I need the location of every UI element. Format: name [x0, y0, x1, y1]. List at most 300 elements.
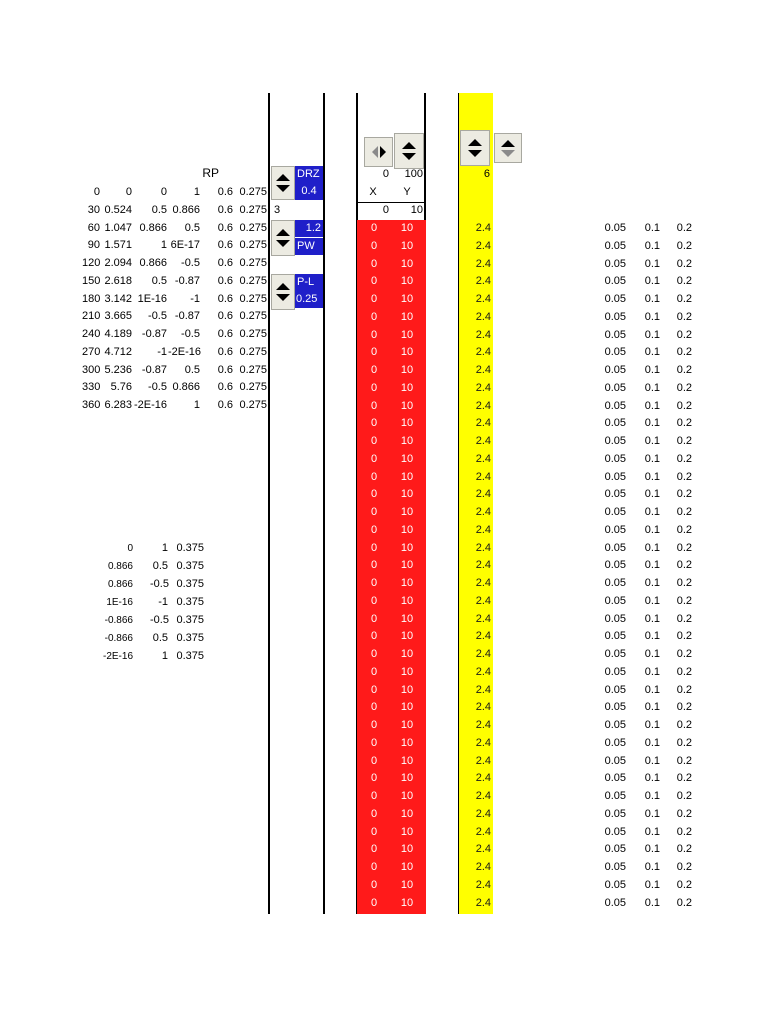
yellow-cell: 2.4	[475, 275, 491, 288]
right-cell-b: 0.1	[644, 878, 660, 891]
table-cell: -0.5	[150, 578, 169, 590]
table-cell: 0	[125, 186, 132, 198]
yellow-cell: 2.4	[475, 346, 491, 359]
disabled-spinner[interactable]	[494, 133, 522, 163]
right-cell-a: 0.05	[604, 772, 626, 785]
right-cell-c: 0.2	[676, 488, 692, 501]
right-cell-b: 0.1	[644, 843, 660, 856]
right-cell-c: 0.2	[676, 878, 692, 891]
table-cell: 0.375	[176, 632, 204, 644]
pw-spinner[interactable]	[271, 220, 295, 256]
arrow-down-icon[interactable]	[468, 150, 482, 157]
red-cell-x: 0	[370, 310, 378, 323]
red-cell-x: 0	[370, 861, 378, 873]
table-cell: 90	[87, 239, 100, 252]
red-cell-x: 0	[370, 736, 378, 749]
arrow-right-icon[interactable]	[380, 146, 386, 158]
yellow-cell: 2.4	[475, 594, 491, 607]
red-cell-y: 10	[400, 630, 414, 643]
right-cell-c: 0.2	[676, 719, 692, 731]
pl-spinner[interactable]	[271, 274, 295, 310]
yellow-cell: 2.4	[475, 719, 491, 731]
drz-spinner[interactable]	[271, 166, 295, 200]
right-cell-b: 0.1	[644, 772, 660, 785]
right-cell-a: 0.05	[604, 701, 626, 714]
red-cell-y: 10	[400, 896, 414, 909]
red-cell-y: 10	[400, 506, 414, 518]
rp-header: RP	[202, 166, 219, 180]
right-cell-a: 0.05	[604, 328, 626, 341]
table-cell: 330	[82, 381, 101, 394]
table-cell: 3.665	[104, 310, 132, 323]
table-cell: 0.6	[217, 221, 233, 234]
table-cell: 0.375	[176, 560, 204, 572]
yellow-cell: 2.4	[475, 470, 491, 483]
right-cell-c: 0.2	[676, 346, 692, 359]
table-cell: 0.275	[239, 310, 267, 323]
table-cell: 0.866	[172, 381, 200, 394]
pw-label: PW	[295, 238, 323, 255]
table-cell: 0.6	[217, 381, 233, 394]
table-cell: 4.712	[104, 345, 132, 358]
red-cell-y: 10	[400, 701, 414, 714]
right-cell-b: 0.1	[644, 364, 660, 376]
table-cell: -0.87	[141, 328, 167, 340]
table-cell: 6.283	[104, 399, 132, 411]
right-cell-b: 0.1	[644, 861, 660, 873]
red-cell-x: 0	[370, 417, 378, 430]
red-cell-x: 0	[370, 630, 378, 643]
pl-value: 0.25	[295, 291, 323, 308]
yellow-cell: 2.4	[475, 452, 491, 465]
table-cell: 1.571	[104, 239, 132, 252]
arrow-up-icon[interactable]	[276, 229, 290, 236]
right-cell-b: 0.1	[644, 719, 660, 731]
yellow-cell: 2.4	[475, 772, 491, 785]
table-cell: -0.5	[181, 328, 200, 340]
right-cell-b: 0.1	[644, 506, 660, 518]
table-cell: 0.6	[217, 310, 233, 323]
table-cell: 0.275	[239, 186, 267, 198]
table-cell: 0.275	[239, 381, 267, 394]
red-cell-y: 10	[400, 612, 414, 625]
red-cell-y: 10	[400, 417, 414, 430]
right-cell-b: 0.1	[644, 736, 660, 749]
yellow-cell: 2.4	[475, 257, 491, 270]
red-cell-x: 0	[370, 825, 378, 838]
red-cell-y: 10	[400, 381, 414, 394]
red-cell-y: 10	[400, 452, 414, 465]
table-cell: 0.866	[139, 221, 167, 234]
yellow-spinner[interactable]	[460, 130, 490, 166]
right-cell-c: 0.2	[676, 559, 692, 572]
right-cell-b: 0.1	[644, 257, 660, 270]
table-cell: 0.5	[151, 274, 167, 287]
right-cell-a: 0.05	[604, 807, 626, 820]
table-cell: 0	[160, 186, 167, 198]
yellow-cell: 2.4	[475, 861, 491, 873]
yellow-cell: 2.4	[475, 239, 491, 252]
right-cell-b: 0.1	[644, 452, 660, 465]
table-cell: 0.5	[152, 632, 168, 644]
right-cell-c: 0.2	[676, 364, 692, 376]
right-cell-b: 0.1	[644, 435, 660, 447]
arrow-down-icon[interactable]	[276, 185, 290, 192]
right-cell-b: 0.1	[644, 648, 660, 660]
table-cell: 300	[82, 363, 101, 376]
table-cell: 0.6	[217, 292, 233, 305]
right-cell-b: 0.1	[644, 559, 660, 572]
red-cell-x: 0	[370, 435, 378, 447]
red-cell-y: 10	[400, 222, 414, 234]
right-cell-c: 0.2	[676, 506, 692, 518]
arrow-up-icon[interactable]	[276, 174, 290, 181]
red-cell-x: 0	[370, 328, 378, 341]
table-cell: 0.275	[239, 203, 267, 216]
red-cell-y: 10	[400, 435, 414, 447]
table-cell: 120	[82, 257, 101, 269]
yellow-cell: 2.4	[475, 754, 491, 767]
red-cell-y: 10	[400, 293, 414, 305]
red-cell-y: 10	[400, 470, 414, 483]
red-cell-y: 10	[400, 364, 414, 376]
right-cell-b: 0.1	[644, 417, 660, 430]
right-cell-a: 0.05	[604, 825, 626, 838]
xy-row-x: 0	[382, 204, 389, 216]
table-cell: 2.618	[104, 274, 132, 287]
red-cell-x: 0	[370, 470, 378, 483]
right-cell-a: 0.05	[604, 417, 626, 430]
right-cell-c: 0.2	[676, 293, 692, 305]
right-cell-c: 0.2	[676, 541, 692, 554]
table-cell: -0.5	[150, 614, 169, 626]
yellow-cell: 2.4	[475, 701, 491, 714]
table-cell: 0.524	[104, 203, 132, 216]
red-cell-y: 10	[400, 683, 414, 696]
yellow-top-value: 6	[483, 168, 490, 180]
right-cell-c: 0.2	[676, 594, 692, 607]
red-cell-y: 10	[400, 843, 414, 856]
yellow-cell: 2.4	[475, 825, 491, 838]
right-cell-c: 0.2	[676, 612, 692, 625]
table-cell: 270	[82, 345, 101, 358]
table-cell: 0.275	[239, 292, 267, 305]
right-cell-b: 0.1	[644, 275, 660, 288]
right-cell-a: 0.05	[604, 435, 626, 447]
table-cell: 1	[160, 239, 167, 252]
right-cell-b: 0.1	[644, 896, 660, 909]
right-cell-c: 0.2	[676, 701, 692, 714]
right-cell-a: 0.05	[604, 239, 626, 252]
right-cell-a: 0.05	[604, 754, 626, 767]
table-cell: -1	[158, 596, 168, 608]
yellow-cell: 2.4	[475, 364, 491, 376]
red-cell-x: 0	[370, 719, 378, 731]
red-cell-y: 10	[400, 523, 414, 536]
table-cell: 0.866	[107, 579, 133, 590]
column-divider	[268, 93, 270, 914]
table-cell: 1.047	[104, 221, 132, 234]
right-cell-a: 0.05	[604, 683, 626, 696]
red-cell-x: 0	[370, 523, 378, 536]
right-cell-a: 0.05	[604, 399, 626, 412]
red-cell-y: 10	[400, 328, 414, 341]
red-cell-y: 10	[400, 861, 414, 873]
red-cell-x: 0	[370, 257, 378, 270]
pl-label: P-L	[295, 274, 323, 291]
right-cell-c: 0.2	[676, 328, 692, 341]
table-cell: 0.6	[217, 186, 233, 198]
arrow-up-icon[interactable]	[402, 142, 416, 149]
red-cell-x: 0	[370, 577, 378, 589]
red-cell-y: 10	[400, 807, 414, 820]
arrow-up-icon[interactable]	[501, 140, 515, 147]
red-cell-y: 10	[400, 772, 414, 785]
right-cell-c: 0.2	[676, 470, 692, 483]
right-cell-a: 0.05	[604, 275, 626, 288]
table-cell: 150	[82, 274, 101, 287]
red-cell-x: 0	[370, 648, 378, 660]
horizontal-spinner[interactable]	[364, 137, 393, 167]
red-cell-x: 0	[370, 506, 378, 518]
table-cell: 3.142	[104, 292, 132, 305]
right-cell-b: 0.1	[644, 612, 660, 625]
right-cell-c: 0.2	[676, 790, 692, 802]
table-cell: 1	[193, 399, 200, 411]
table-cell: -2E-16	[102, 651, 133, 662]
right-cell-a: 0.05	[604, 222, 626, 234]
red-cell-x: 0	[370, 222, 378, 234]
red-cell-x: 0	[370, 843, 378, 856]
red-cell-y: 10	[400, 310, 414, 323]
table-cell: 0.375	[176, 578, 204, 590]
table-cell: 0.866	[172, 203, 200, 216]
red-cell-y: 10	[400, 719, 414, 731]
column-divider	[323, 93, 325, 914]
right-cell-b: 0.1	[644, 594, 660, 607]
xy-row-y: 10	[410, 204, 423, 216]
red-cell-y: 10	[400, 559, 414, 572]
right-cell-a: 0.05	[604, 577, 626, 589]
right-cell-a: 0.05	[604, 506, 626, 518]
right-cell-c: 0.2	[676, 772, 692, 785]
arrow-up-icon[interactable]	[468, 139, 482, 146]
table-cell: 1	[193, 186, 200, 198]
right-cell-b: 0.1	[644, 577, 660, 589]
yellow-cell: 2.4	[475, 648, 491, 660]
yellow-cell: 2.4	[475, 878, 491, 891]
yellow-cell: 2.4	[475, 790, 491, 802]
red-cell-x: 0	[370, 452, 378, 465]
red-cell-y: 10	[400, 825, 414, 838]
red-cell-x: 0	[370, 364, 378, 376]
red-cell-y: 10	[400, 399, 414, 412]
table-cell: 0	[127, 543, 133, 554]
red-cell-x: 0	[370, 488, 378, 501]
right-cell-b: 0.1	[644, 488, 660, 501]
red-cell-x: 0	[370, 559, 378, 572]
right-cell-a: 0.05	[604, 896, 626, 909]
right-cell-a: 0.05	[604, 630, 626, 643]
table-cell: -0.87	[174, 274, 200, 287]
table-cell: 0.275	[239, 274, 267, 287]
table-cell: 1E-16	[106, 597, 133, 608]
table-cell: 1	[161, 650, 168, 662]
table-cell: 0.6	[217, 328, 233, 340]
table-cell: 0.5	[151, 203, 167, 216]
red-cell-x: 0	[370, 807, 378, 820]
right-cell-a: 0.05	[604, 719, 626, 731]
right-cell-c: 0.2	[676, 577, 692, 589]
right-cell-a: 0.05	[604, 736, 626, 749]
right-cell-c: 0.2	[676, 648, 692, 660]
right-cell-b: 0.1	[644, 239, 660, 252]
yellow-cell: 2.4	[475, 399, 491, 412]
table-cell: 0.5	[152, 560, 168, 572]
right-cell-b: 0.1	[644, 807, 660, 820]
table-cell: 0.375	[176, 650, 204, 662]
right-cell-a: 0.05	[604, 470, 626, 483]
yellow-cell: 2.4	[475, 843, 491, 856]
table-cell: -2E-16	[134, 399, 168, 411]
drz-value: 0.4	[295, 183, 323, 200]
table-cell: -0.87	[174, 310, 200, 323]
right-cell-a: 0.05	[604, 790, 626, 802]
right-cell-c: 0.2	[676, 896, 692, 909]
right-cell-b: 0.1	[644, 381, 660, 394]
table-cell: 0.866	[139, 257, 167, 269]
yellow-cell: 2.4	[475, 435, 491, 447]
right-cell-c: 0.2	[676, 861, 692, 873]
red-cell-x: 0	[370, 683, 378, 696]
yellow-cell: 2.4	[475, 310, 491, 323]
table-cell: 5.76	[110, 381, 132, 394]
yellow-cell: 2.4	[475, 488, 491, 501]
right-cell-a: 0.05	[604, 488, 626, 501]
right-cell-b: 0.1	[644, 665, 660, 678]
red-cell-y: 10	[400, 541, 414, 554]
table-cell: 0.275	[239, 345, 267, 358]
arrow-up-icon[interactable]	[276, 283, 290, 290]
right-cell-b: 0.1	[644, 222, 660, 234]
right-cell-b: 0.1	[644, 346, 660, 359]
yellow-cell: 2.4	[475, 222, 491, 234]
xy-top-y: 100	[404, 168, 423, 180]
red-cell-y: 10	[400, 239, 414, 252]
arrow-down-icon[interactable]	[501, 150, 515, 157]
table-cell: -1	[157, 345, 167, 358]
red-cell-x: 0	[370, 381, 378, 394]
right-cell-c: 0.2	[676, 257, 692, 270]
right-cell-a: 0.05	[604, 257, 626, 270]
arrow-left-icon[interactable]	[372, 146, 378, 158]
table-cell: 360	[82, 399, 101, 411]
red-cell-y: 10	[400, 275, 414, 288]
right-cell-b: 0.1	[644, 310, 660, 323]
table-cell: -1	[190, 292, 200, 305]
right-cell-c: 0.2	[676, 754, 692, 767]
right-cell-a: 0.05	[604, 612, 626, 625]
yellow-cell: 2.4	[475, 665, 491, 678]
red-cell-x: 0	[370, 754, 378, 767]
table-cell: 1E-16	[137, 292, 167, 305]
table-cell: 0.5	[184, 221, 200, 234]
right-cell-b: 0.1	[644, 630, 660, 643]
right-cell-a: 0.05	[604, 523, 626, 536]
right-cell-b: 0.1	[644, 701, 660, 714]
table-cell: 0	[93, 186, 100, 198]
red-cell-y: 10	[400, 488, 414, 501]
red-cell-x: 0	[370, 541, 378, 554]
table-cell: 0.275	[239, 221, 267, 234]
right-cell-c: 0.2	[676, 736, 692, 749]
yellow-cell: 2.4	[475, 559, 491, 572]
right-cell-a: 0.05	[604, 541, 626, 554]
red-cell-y: 10	[400, 346, 414, 359]
yellow-cell: 2.4	[475, 807, 491, 820]
red-cell-y: 10	[400, 648, 414, 660]
right-cell-a: 0.05	[604, 310, 626, 323]
table-cell: 0.275	[239, 363, 267, 376]
red-cell-x: 0	[370, 612, 378, 625]
right-cell-a: 0.05	[604, 452, 626, 465]
vertical-spinner[interactable]	[394, 133, 424, 169]
arrow-down-icon[interactable]	[276, 294, 290, 301]
red-cell-y: 10	[400, 878, 414, 891]
table-cell: 30	[87, 203, 100, 216]
red-cell-y: 10	[400, 577, 414, 589]
drz-count: 3	[274, 204, 281, 216]
right-cell-b: 0.1	[644, 399, 660, 412]
red-cell-x: 0	[370, 665, 378, 678]
right-cell-c: 0.2	[676, 417, 692, 430]
arrow-down-icon[interactable]	[402, 153, 416, 160]
red-cell-x: 0	[370, 239, 378, 252]
right-cell-c: 0.2	[676, 630, 692, 643]
right-cell-b: 0.1	[644, 790, 660, 802]
right-cell-a: 0.05	[604, 861, 626, 873]
right-cell-c: 0.2	[676, 683, 692, 696]
table-cell: 5.236	[104, 363, 132, 376]
right-cell-c: 0.2	[676, 843, 692, 856]
yellow-cell: 2.4	[475, 523, 491, 536]
red-cell-y: 10	[400, 736, 414, 749]
red-cell-y: 10	[400, 594, 414, 607]
yellow-cell: 2.4	[475, 541, 491, 554]
red-cell-y: 10	[400, 257, 414, 270]
red-cell-x: 0	[370, 399, 378, 412]
table-cell: -0.5	[181, 257, 200, 269]
right-cell-b: 0.1	[644, 683, 660, 696]
arrow-down-icon[interactable]	[276, 240, 290, 247]
yellow-cell: 2.4	[475, 577, 491, 589]
right-cell-b: 0.1	[644, 293, 660, 305]
drz-label: DRZ	[295, 166, 323, 183]
table-cell: 0.375	[176, 614, 204, 626]
table-cell: 0.275	[239, 328, 267, 340]
table-cell: 0.6	[217, 257, 233, 269]
red-cell-x: 0	[370, 594, 378, 607]
right-cell-c: 0.2	[676, 222, 692, 234]
yellow-cell: 2.4	[475, 612, 491, 625]
right-cell-b: 0.1	[644, 523, 660, 536]
right-cell-a: 0.05	[604, 594, 626, 607]
right-cell-a: 0.05	[604, 665, 626, 678]
table-cell: 0.866	[107, 561, 133, 572]
right-cell-a: 0.05	[604, 346, 626, 359]
table-cell: 210	[82, 310, 101, 323]
table-cell: 0.6	[217, 239, 233, 252]
